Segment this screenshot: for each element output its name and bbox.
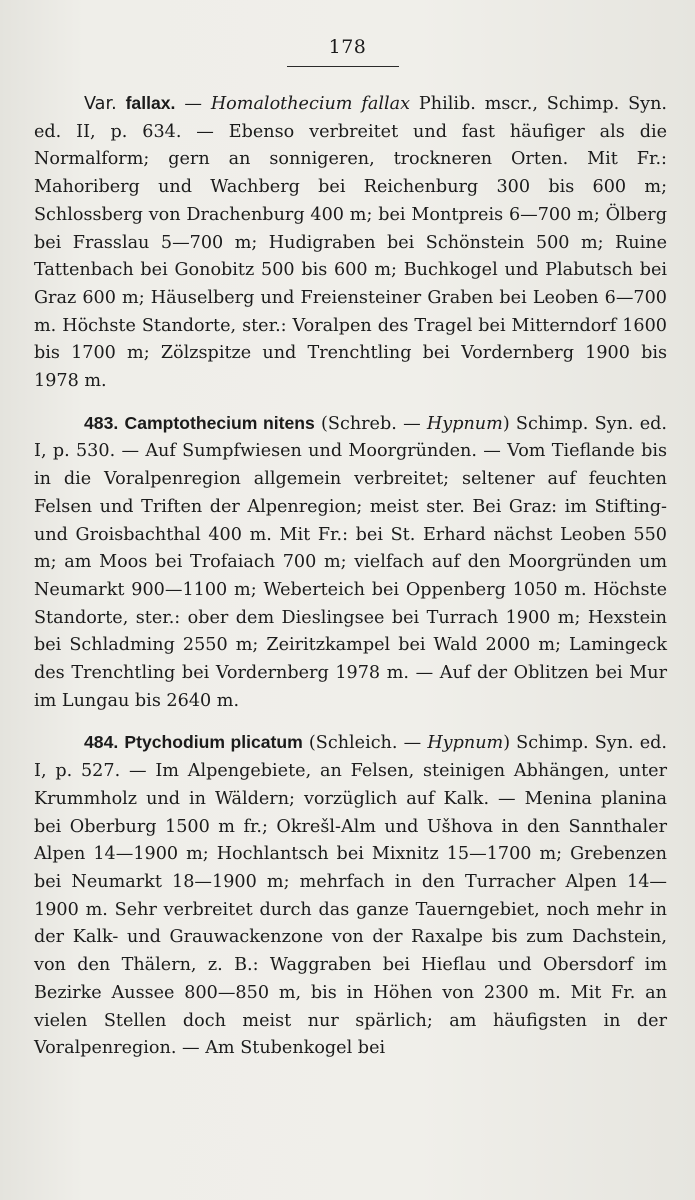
entry-var-fallax: Var. fallax. — Homalothecium fallax Philib. mscr., Schimp. Syn. ed. II, p. 634. — Ebenso verbreitet und fast häufiger als die Normalform; gern an sonnigeren, trockneren Orten. Mit Fr.: Mahoriberg und Wachberg bei Reichenburg 300 bis 600 m; Schlossberg von Drachenburg 400 m; bei Montpreis 6—700 m; Ölberg bei Frasslau 5—700 m; Hudigraben bei Schönstein 500 m; Ruine Tattenbach bei Gonobitz 500 bis 600 m; Buchkogel und Plabutsch bei Graz 600 m; Häuselberg und Freiensteiner Graben bei Leoben 6—700 m. Höchste Standorte, ster.: Voralpen des Tragel bei Mitterndorf 1600 bis 1700 m; Zölzspitze und Trenchtling bei Vordernberg 1900 bis 1978 m. xyxy=(34,93,668,392)
taxon-name: fallax. xyxy=(125,93,176,113)
entry-prefix: Var. xyxy=(84,94,117,114)
entry-484 xyxy=(34,729,667,1062)
page-content xyxy=(34,90,667,1063)
synonym-tail: Philib. mscr., Schimp. xyxy=(410,94,620,114)
page-number: 178 xyxy=(328,36,367,58)
synonym-italic: Hypnum xyxy=(427,733,504,754)
synonym-italic: Homalothecium fallax xyxy=(210,94,411,114)
entry-483 xyxy=(34,410,667,716)
entry-body: Syn. ed. II, p. 634. — Ebenso verbreitet und fast häufiger als die Normalform; gern an sonnigeren, trockneren Orten. Mit Fr.: Mahoriberg und Wachberg bei Reichenburg 300 bis 600 m; Schlossberg von Drachenburg 400 m; bei Montpreis 6—700 m; Ölberg bei Frasslau 5—700 m; Hudigraben bei Schönstein 500 m; Ruine Tattenbach bei Gonobitz 500 bis 600 m; Buchkogel und Plabutsch bei Graz 600 m; Häuselberg und Freiensteiner Graben bei Leoben 6—700 m. Höchste Standorte, ster.: Voralpen des Tragel bei Mitterndorf 1600 bis 1700 m; Zölzspitze und Trenchtling bei Vordernberg 1900 bis 1978 m. xyxy=(34,94,668,392)
entry-body: Syn. ed. I, p. 530. — Auf Sumpfwiesen und Moorgründen. — Vom Tieflande bis in die Voralpenregion allgemein verbreitet; seltener auf feuchten Felsen und Triften der Alpenregion; meist ster. Bei Graz: im Stifting- und Groisbachthal 400 m. Mit Fr.: bei St. Erhard nächst Leoben 550 m; am Moos bei Trofaiach 700 m; vielfach auf den Moorgründen um Neumarkt 900—1100 m; Weberteich bei Oppenberg 1050 m. Höchste Standorte, ster.: ober dem Dieslingsee bei Turrach 1900 m; Hexstein bei Schladming 2550 m; Zeiritzkampel bei Wald 2000 m; Lamingeck des Trenchtling bei Vordernberg 1978 m. — Auf der Oblitzen bei Mur im Lungau bis 2640 m. xyxy=(34,413,668,711)
entry-number: 483. xyxy=(84,412,119,433)
synonym-italic: Hypnum xyxy=(426,413,503,434)
entry-number: 484. xyxy=(84,732,119,753)
header-rule xyxy=(287,66,399,67)
synonym-tail: ) Schimp. xyxy=(503,733,589,754)
entry-body: Syn. ed. I, p. 527. — Im Alpengebiete, an Felsen, steinigen Abhängen, unter Krummholz und in Wäldern; vorzüglich auf Kalk. — Menina planina bei Oberburg 1500 m fr.; Okrešl-Alm und Ušhova in den Sannthaler Alpen 14—1900 m; Hochlantsch bei Mixnitz 15—1700 m; Grebenzen bei Neumarkt 18—1900 m; mehrfach in den Turracher Alpen 14—1900 m. Sehr verbreitet durch das ganze Tauerngebiet, noch mehr in der Kalk- und Grauwackenzone von der Raxalpe bis zum Dachstein, von den Thälern, z. B.: Waggraben bei Hieflau und Obersdorf im Bezirke Aussee 800—850 m, bis in Höhen von 2300 m. Mit Fr. an vielen Stellen doch meist nur spärlich; am häufigsten in der Voralpenregion. — Am Stubenkogel bei xyxy=(34,733,668,1059)
taxon-name: Camptothecium nitens xyxy=(124,412,315,433)
taxon-name: Ptychodium plicatum xyxy=(124,732,303,753)
synonym-tail: ) Schimp. xyxy=(502,413,589,434)
synonym-head: (Schreb. — xyxy=(314,413,427,434)
synonym-head: (Schleich. — xyxy=(302,733,428,754)
